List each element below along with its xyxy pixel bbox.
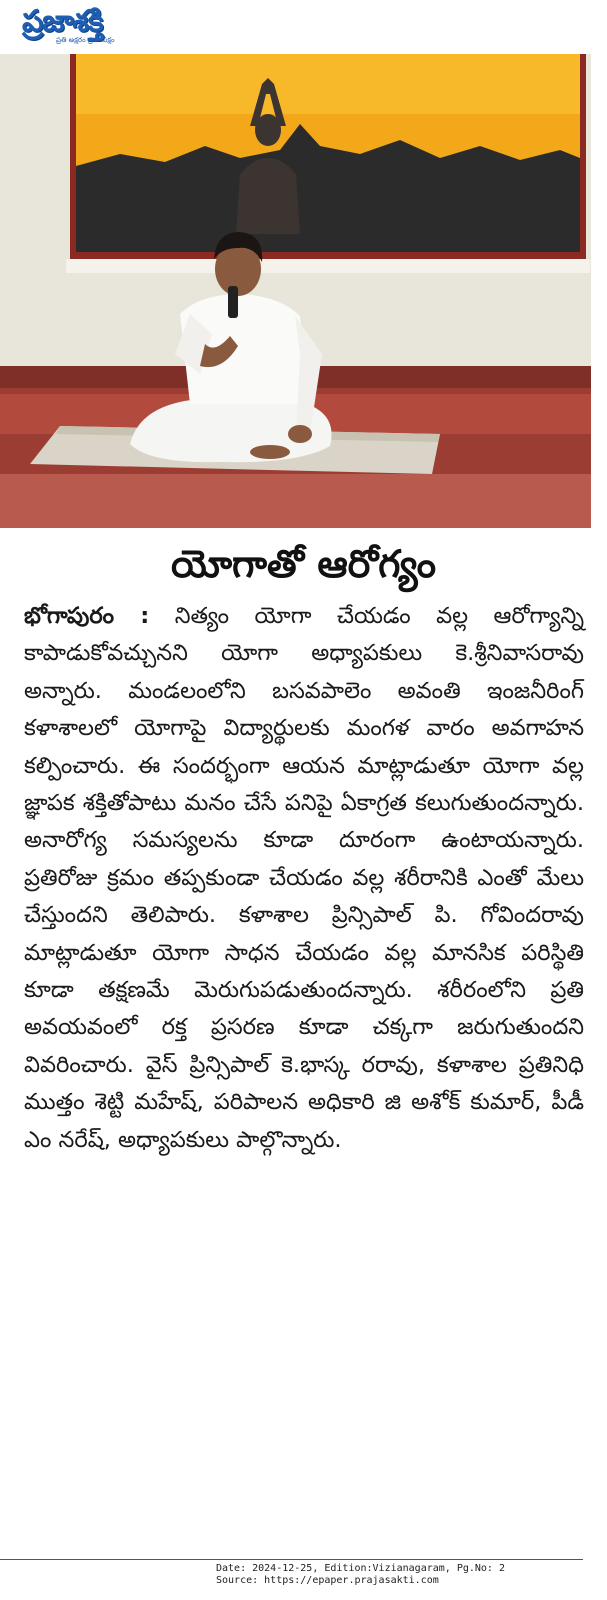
article-dateline: భోగాపురం : <box>24 603 150 629</box>
masthead-logo <box>22 6 172 50</box>
logo-tagline: ప్రతి అక్షరం ప్రజా పక్షం <box>56 36 115 44</box>
footer-source <box>216 1563 505 1587</box>
article-paragraph <box>24 598 584 1159</box>
article-body <box>24 598 584 1159</box>
article-headline: యోగాతో ఆరోగ్యం <box>170 542 437 586</box>
yoga-instructor-photo <box>0 54 591 528</box>
footer-divider <box>0 1559 583 1560</box>
footer-date-edition: Date: 2024-12-25, Edition:Vizianagaram, Pg.No: 2 <box>216 1563 505 1574</box>
article-text: నిత్యం యోగా చేయడం వల్ల ఆరోగ్యాన్ని కాపాడుకోవచ్చునని యోగా అధ్యాపకులు కె.శ్రీనివాసరావు అన్నారు. మండలంలోని బసవపాలెం అవంతి ఇంజనీరింగ్ కళాశాలలో యోగాపై విద్యార్థులకు మంగళ వారం అవగాహన కల్పించారు. ఈ సందర్భంగా ఆయన మాట్లాడుతూ యోగా వల్ల జ్ఞాపక శక్తితోపాటు మనం చేసే పనిపై ఏకాగ్రత కలుగుతుందన్నారు. అనారోగ్య సమస్యలను కూడా దూరంగా ఉంటాయన్నారు. ప్రతిరోజు క్రమం తప్పకుండా చేయడం వల్ల శరీరానికి ఎంతో మేలు చేస్తుందని తెలిపారు. కళాశాల ప్రిన్సిపాల్ పి. గోవిందరావు మాట్లాడుతూ యోగా సాధన చేయడం వల్ల మానసిక పరిస్థితి కూడా తక్షణమే మెరుగుపడుతుందన్నారు. శరీరంలోని ప్రతి అవయవంలో రక్త ప్రసరణ కూడా చక్కగా జరుగుతుందని వివరించారు. వైస్ ప్రిన్సిపాల్ కె.భాస్క రరావు, కళాశాల ప్రతినిధి ముత్తం శెట్టి మహేష్, పరిపాలన అధికారి జి అశోక్ కుమార్, పీడీ ఎం నరేష్, అధ్యాపకులు పాల్గొన్నారు. <box>24 603 585 1153</box>
article-photo <box>0 54 591 528</box>
footer-source-url: Source: https://epaper.prajasakti.com <box>216 1575 439 1586</box>
logo-text: ప్రజాశక్తి <box>22 4 103 39</box>
